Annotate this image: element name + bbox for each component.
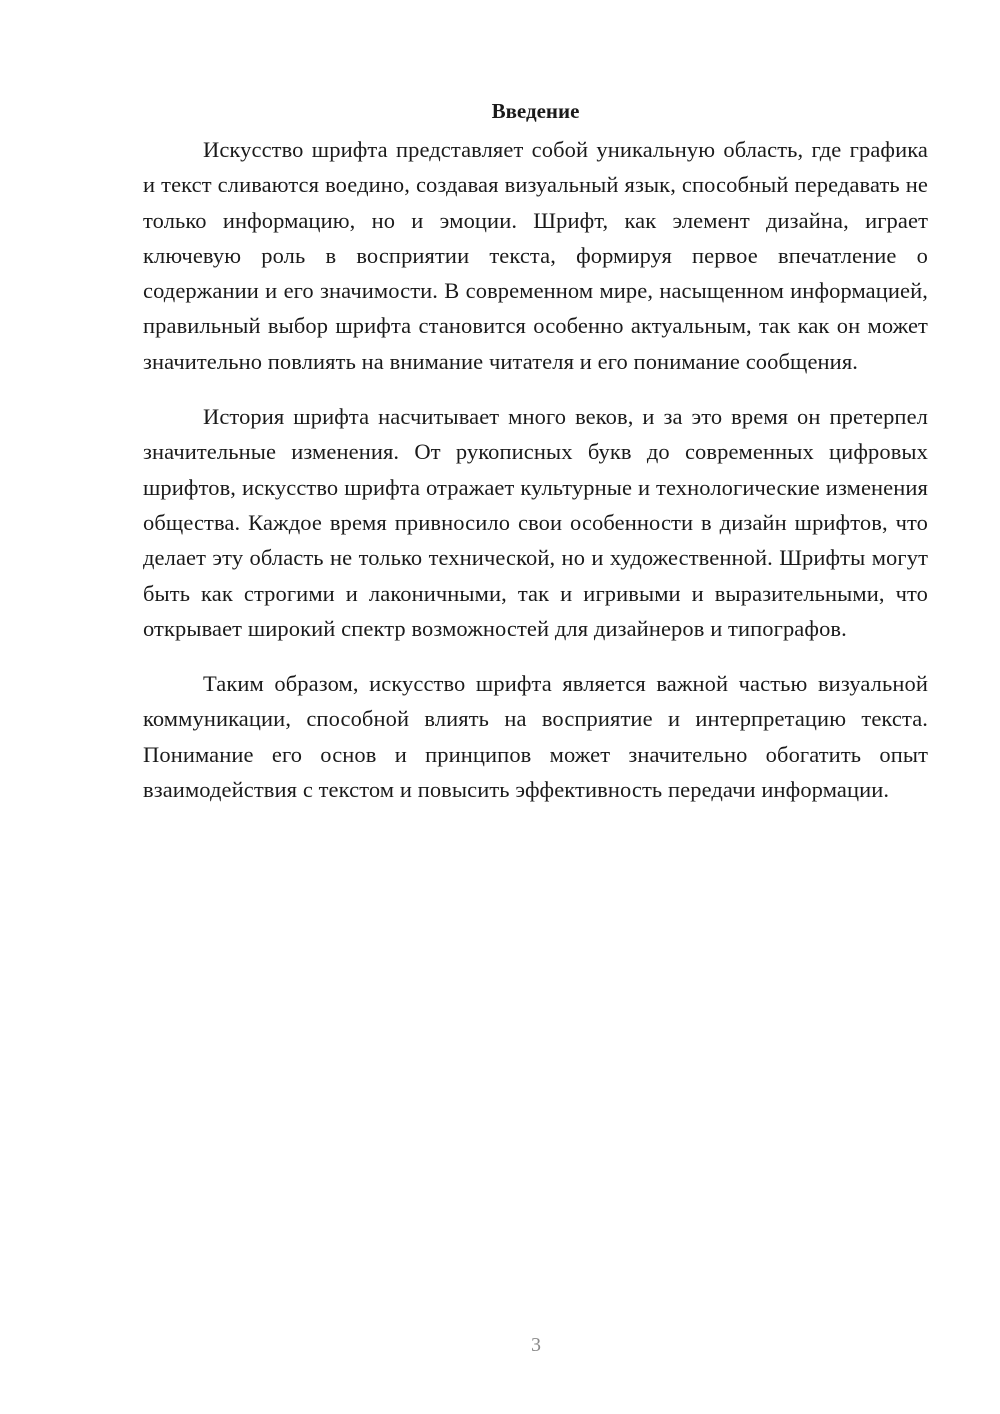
page-number: 3 bbox=[531, 1334, 541, 1356]
section-heading: Введение bbox=[491, 99, 580, 123]
paragraph-history: История шрифта насчитывает много веков, и за это время он претерпел значительные изменения. От рукописных букв до современных цифровых шрифтов, искусство шрифта отражает культурные и технологические изменения общества. Каждое время привносило свои особенности в дизайн шрифтов, что делает эту область не только технической, но и художественной. Шрифты могут быть как строгими и лаконичными, так и игривыми и выразительными, что открывает широкий спектр возможностей для дизайнеров и типографов. bbox=[143, 404, 928, 641]
paragraph-conclusion: Таким образом, искусство шрифта является важной частью визуальной коммуникации, способной влиять на восприятие и интерпретацию текста. Понимание его основ и принципов может значительно обогатить опыт взаимодействия с текстом и повысить эффективность передачи информации. bbox=[143, 671, 928, 803]
page-body bbox=[143, 96, 928, 807]
paragraph-intro: Искусство шрифта представляет собой уникальную область, где графика и текст сливаются воедино, создавая визуальный язык, способный передавать не только информацию, но и эмоции. Шрифт, как элемент дизайна, играет ключевую роль в восприятии текста, формируя первое впечатление о содержании и его значимости. В современном мире, насыщенном информацией, правильный выбор шрифта становится особенно актуальным, так как он может значительно повлиять на внимание читателя и его понимание сообщения. bbox=[143, 137, 928, 374]
